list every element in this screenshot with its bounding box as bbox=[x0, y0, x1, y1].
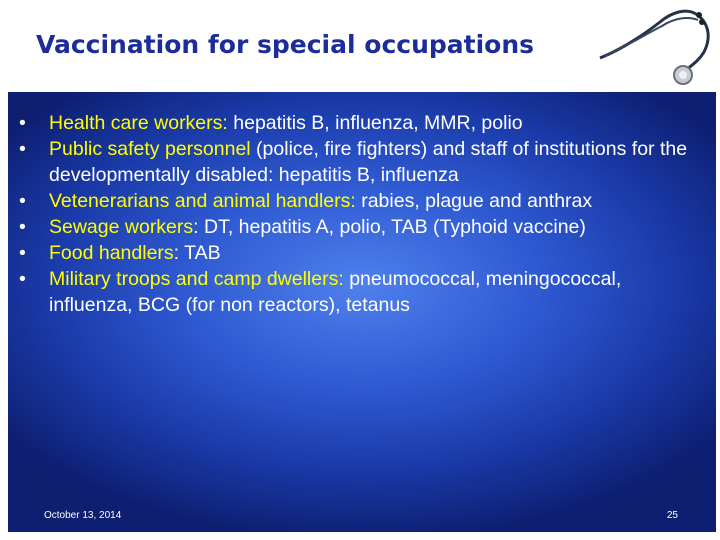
occupation-label: Vetenerarians and animal handlers bbox=[49, 190, 351, 212]
bullet-dot-icon: • bbox=[19, 268, 26, 290]
footer-date: October 13, 2014 bbox=[44, 510, 122, 521]
vaccine-list: TAB bbox=[184, 242, 221, 264]
vaccine-list: (police, fire fighters) and staff of institutions for the developmentally disabled: hepatitis B, influenza bbox=[49, 138, 688, 186]
bullet-dot-icon: • bbox=[19, 112, 26, 134]
bullet-public-safety-personnel bbox=[8, 136, 716, 188]
slide-title: Vaccination for special occupations bbox=[36, 30, 535, 59]
occupation-label: Public safety personnel bbox=[49, 138, 251, 160]
bullet-dot-icon: • bbox=[19, 216, 26, 238]
page-number: 25 bbox=[666, 510, 678, 521]
bullet-food-handlers: • Food handlers: TAB bbox=[19, 242, 221, 264]
vaccine-list: hepatitis B, influenza, MMR, polio bbox=[233, 112, 523, 134]
vaccine-list: rabies, plague and anthrax bbox=[361, 190, 593, 212]
vaccine-list: pneumococcal, meningococcal, influenza, BCG (for non reactors), tetanus bbox=[49, 268, 622, 316]
bullet-military-troops: • Military troops and camp dwellers: pneumococcal, meningococcal, influenza, BCG (for non reactors), tetanus bbox=[19, 268, 622, 316]
bullet-health-care-workers: • Health care workers: hepatitis B, influenza, MMR, polio bbox=[19, 112, 523, 134]
bullet-dot-icon: • bbox=[19, 138, 26, 160]
bullet-veterinarians: • Vetenerarians and animal handlers: rabies, plague and anthrax bbox=[19, 190, 593, 212]
occupation-label: Military troops and camp dwellers bbox=[49, 268, 339, 290]
occupation-label: Health care workers bbox=[49, 112, 223, 134]
bullet-sewage-workers: • Sewage workers: DT, hepatitis A, polio, TAB (Typhoid vaccine) bbox=[19, 216, 586, 238]
vaccine-list: DT, hepatitis A, polio, TAB (Typhoid vaccine) bbox=[204, 216, 586, 238]
occupation-label: Sewage workers bbox=[49, 216, 194, 238]
occupation-label: Food handlers bbox=[49, 242, 174, 264]
bullet-dot-icon: • bbox=[19, 190, 26, 212]
content-panel bbox=[8, 92, 716, 532]
bullet-dot-icon: • bbox=[19, 242, 26, 264]
bullet-list bbox=[8, 110, 716, 318]
stethoscope-icon bbox=[590, 0, 720, 96]
